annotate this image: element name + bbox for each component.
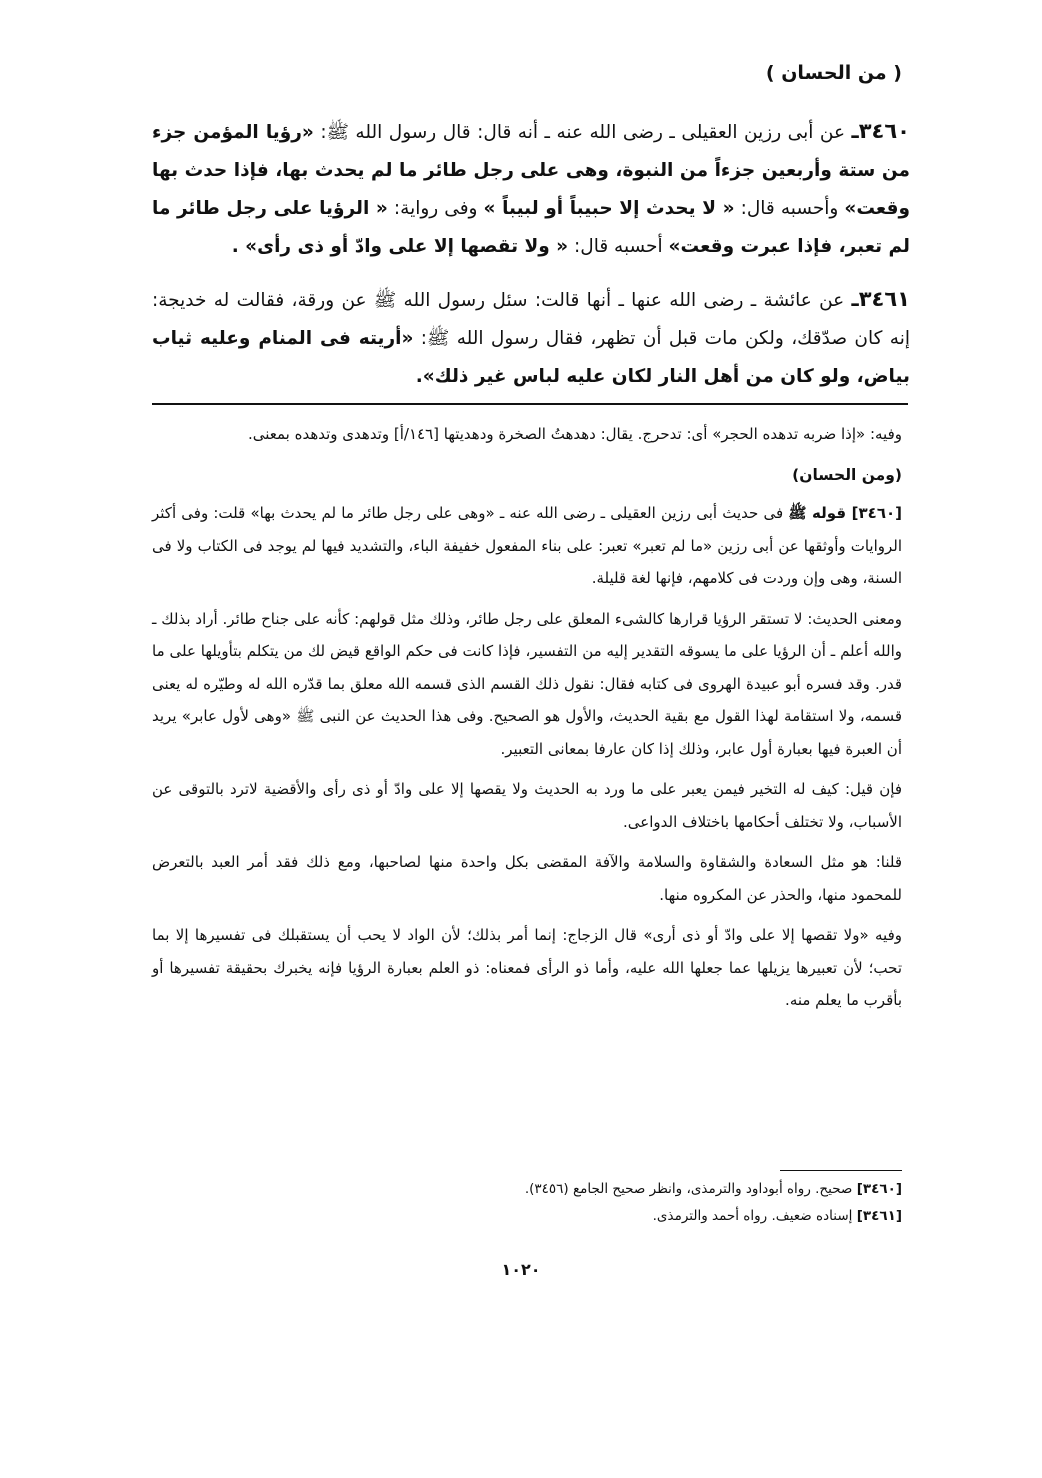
commentary: [152, 418, 902, 1025]
commentary-paragraph: وفيه «ولا تقصها إلا على وادّ أو ذى أرى» قال الزجاج: إنما أمر بذلك؛ لأن الواد لا يحب أن يستقبلك فى تفسيرها إلا بما تحب؛ لأن تعبيرها يزيلها عما جعلها الله عليه، وأما ذو الرأى فمعناه: ذو العلم بعبارة الرؤيا فإنه يخبرك بحقيقة تفسيرها أو بأقرب ما يعلم منه.: [152, 926, 902, 1009]
page-number: ١٠٢٠: [501, 1260, 541, 1279]
footnote: [300, 1176, 902, 1203]
footnote-divider: [780, 1170, 902, 1171]
commentary-paragraph: فإن قيل: كيف له التخير فيمن يعبر على ما ورد به الحديث ولا يقصها إلا على وادّ أو ذى رأى والأقضية لاترد بالتوقى عن الأسباب، ولا تختلف أحكامها باختلاف الدواعى.: [152, 780, 902, 831]
commentary-paragraph: [152, 497, 902, 595]
hadith-text: «أريته فى المنام وعليه ثياب بياض، ولو كان من أهل النار لكان عليه لباس غير ذلك».: [152, 328, 910, 387]
commentary-sub-heading: (ومن الحسان): [792, 465, 902, 484]
hadith-narrator-note: وفى رواية:: [387, 198, 484, 219]
hadith-number: ٣٤٦١ـ: [851, 287, 910, 311]
footnote: [300, 1203, 902, 1230]
hadith-3461: [152, 280, 910, 396]
section-heading: ( من الحسان ): [765, 62, 902, 84]
hadith-text: « لا يحدث إلا حبيباً أو لبيباً »: [483, 198, 735, 219]
hadith-3460: [152, 112, 910, 266]
hadith-narrator-note: أحسبه قال:: [568, 236, 669, 257]
footnote-number: [٣٤٦١]: [856, 1208, 902, 1224]
section-divider: [152, 403, 908, 405]
hadith-text: «رؤيا المؤمن جزء من ستة وأربعين جزءاً من النبوة، وهى على رجل طائر ما لم يحدث بها، فإذا حدث بها وقعت»: [152, 122, 910, 219]
hadith-text: « الرؤيا على رجل طائر ما لم تعبر، فإذا عبرت وقعت»: [152, 198, 910, 257]
commentary-paragraph: ومعنى الحديث: لا تستقر الرؤيا قرارها كالشىء المعلق على رجل طائر، وذلك مثل قولهم: كأنه على جناح طائر. أراد بذلك ـ والله أعلم ـ أن الرؤيا على ما يسوقه التقدير إليه من التفسير، فإذا كانت فى حكم الواقع قيض لك من يتكلم بتأويلها على ما قدر. وقد فسره أبو عبيدة الهروى فى كتابه فقال: نقول ذلك القسم الذى قسمه الله معلق بما قدّره الله له وطيّره له يعنى قسمه، ولا استقامة لهذا القول مع بقية الحديث، والأول هو الصحيح. وفى هذا الحديث عن النبى ﷺ «وهى لأول عابر» يريد أن العبرة فيها بعبارة أول عابر، وذلك إذا كان عارفا بمعانى التعبير.: [152, 609, 902, 758]
commentary-text: فى حديث أبى رزين العقيلى ـ رضى الله عنه ـ «وهى على رجل طائر ما لم يحدث بها» قلت: وفى أكثر الروايات وأوثقها عن أبى رزين «ما لم تعبر» تعبر: على بناء المفعول خفيفة الباء، والتشديد فيها لم يوجد فى الكتاب ولا فى السنة، وهى وإن وردت فى كلامهم، فإنها لغة قليلة.: [152, 504, 902, 587]
commentary-keyword: [٣٤٦٠] قوله ﷺ: [788, 504, 902, 522]
footnotes: [300, 1176, 902, 1230]
commentary-paragraph: قلنا: هو مثل السعادة والشقاوة والسلامة والآفة المقضى بكل واحدة منها لصاحبها، ومع ذلك فقد أمر العبد بالتعرض للمحمود منها، والحذر عن المكروه منها.: [152, 853, 902, 904]
hadith-text: « ولا تقصها إلا على وادّ أو ذى رأى» .: [231, 236, 569, 257]
footnote-text: إسناده ضعيف. رواه أحمد والترمذى.: [652, 1208, 857, 1224]
footnote-number: [٣٤٦٠]: [856, 1181, 902, 1197]
hadith-intro: عن عائشة ـ رضى الله عنها ـ أنها قالت: سئل رسول الله ﷺ عن ورقة، فقالت له خديجة: إنه كان صدّقك، ولكن مات قبل أن تظهر، فقال رسول الله ﷺ:: [152, 290, 910, 349]
footnote-text: صحيح. رواه أبوداود والترمذى، وانظر صحيح الجامع (٣٤٥٦).: [524, 1181, 857, 1197]
commentary-paragraph: وفيه: «إذا ضربه تدهده الحجر» أى: تدحرج. يقال: دهدهتُ الصخرة ودهديتها [١٤٦/أ] وتدهدى وتدهده بمعنى.: [247, 425, 902, 443]
hadith-number: ٣٤٦٠ـ: [851, 119, 910, 143]
hadith-intro: عن أبى رزين العقيلى ـ رضى الله عنه ـ أنه قال: قال رسول الله ﷺ:: [313, 122, 852, 143]
hadith-narrator-note: وأحسبه قال:: [734, 198, 845, 219]
